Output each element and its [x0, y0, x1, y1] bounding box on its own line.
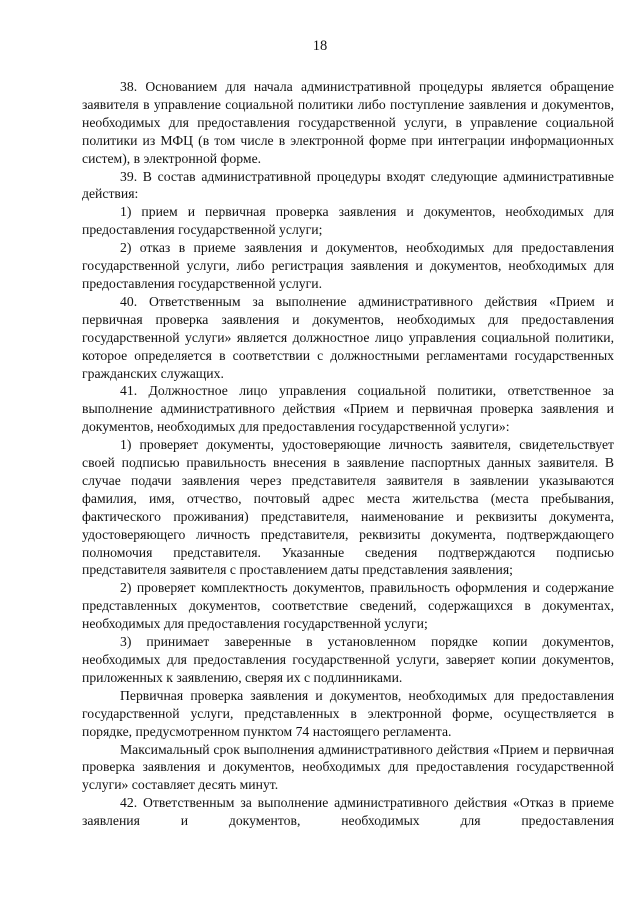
page-number: 18 [312, 38, 328, 54]
paragraph-42: 42. Ответственным за выполнение административного действия «Отказ в приеме заявления и документов, необходимых для предоставления [82, 795, 614, 829]
paragraph-max-duration: Максимальный срок выполнения административного действия «Прием и первичная проверка заявления и документов, необходимых для предоставления государственной услуги» составляет десять минут. [82, 741, 614, 793]
paragraph-41-item-2: 2) проверяет комплектность документов, правильность оформления и содержание представленных документов, соответствие сведений, содержащихся в документах, необходимых для предоставления государственной услуги; [82, 580, 614, 632]
paragraph-39-item-1: 1) прием и первичная проверка заявления и документов, необходимых для предоставления государственной услуги; [82, 204, 614, 238]
paragraph-initial-check: Первичная проверка заявления и документов, необходимых для предоставления государственной услуги, представленных в электронной форме, осуществляется в порядке, предусмотренном пунктом 74 настоящего регламента. [82, 687, 614, 739]
paragraph-41: 41. Должностное лицо управления социальной политики, ответственное за выполнение административного действия «Прием и первичная проверка заявления и документов, необходимых для предоставления государственной услуги»: [82, 383, 614, 435]
paragraph-41-item-1: 1) проверяет документы, удостоверяющие личность заявителя, свидетельствует своей подписью правильность внесения в заявление паспортных данных заявителя. В случае подачи заявления через представителя заявителя в заявлении указываются фамилия, имя, отчество, почтовый адрес места жительства (места пребывания, фактического проживания) представителя, наименование и реквизиты документа, удостоверяющего личность представителя, реквизиты документа, подтверждающего полномочия представителя. Указанные сведения подтверждаются подписью представителя заявителя с проставлением даты представления заявления; [82, 437, 614, 578]
paragraph-41-item-3: 3) принимает заверенные в установленном порядке копии документов, необходимых для предоставления государственной услуги, заверяет копии документов, приложенных к заявлению, сверяя их с подлинниками. [82, 634, 614, 685]
paragraph-39: 39. В состав административной процедуры входят следующие административные действия: [82, 168, 614, 202]
document-body [82, 78, 614, 830]
paragraph-39-item-2: 2) отказ в приеме заявления и документов, необходимых для предоставления государственной услуги, либо регистрация заявления и документов, необходимых для предоставления государственной услуги. [82, 240, 614, 291]
paragraph-40: 40. Ответственным за выполнение административного действия «Прием и первичная проверка заявления и документов, необходимых для предоставления государственной услуги» является должностное лицо управления социальной политики, которое определяется в соответствии с должностными регламентами государственных гражданских служащих. [82, 293, 614, 381]
paragraph-38: 38. Основанием для начала административной процедуры является обращение заявителя в управление социальной политики либо поступление заявления и документов, необходимых для предоставления государственной услуги, в управление социальной политики из МФЦ (в том числе в электронной форме при интеграции информационных систем), в электронной форме. [82, 79, 614, 166]
